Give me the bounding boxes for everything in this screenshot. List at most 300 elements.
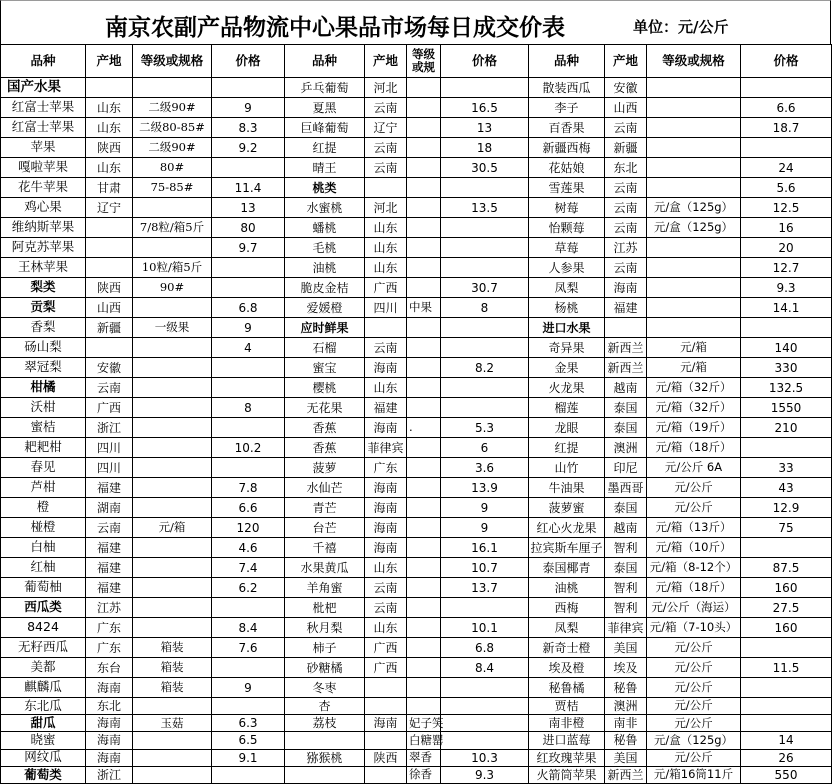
price-cell	[212, 358, 285, 378]
origin-cell: 澳洲	[605, 698, 647, 715]
table-row	[1, 715, 832, 732]
variety-cell: 砂糖橘	[285, 658, 365, 678]
price-cell: 9.3	[741, 278, 832, 298]
origin-cell	[86, 218, 133, 238]
grade-cell: 二级90#	[133, 138, 212, 158]
price-cell: 9.7	[212, 238, 285, 258]
variety-cell: 春见	[1, 458, 86, 478]
grade-cell: 元/公斤	[647, 498, 741, 518]
variety-cell: 西梅	[529, 598, 605, 618]
variety-cell: 白柚	[1, 538, 86, 558]
variety-cell: 沃柑	[1, 398, 86, 418]
price-cell: 1550	[741, 398, 832, 418]
origin-cell	[86, 238, 133, 258]
price-cell	[441, 678, 529, 698]
origin-cell: 辽宁	[86, 198, 133, 218]
variety-cell: 红富士苹果	[1, 98, 86, 118]
origin-cell: 海南	[365, 358, 407, 378]
price-cell	[441, 732, 529, 749]
grade-cell	[407, 218, 441, 238]
price-cell: 6.6	[741, 98, 832, 118]
grade-cell	[407, 558, 441, 578]
variety-cell: 乒乓葡萄	[285, 78, 365, 98]
variety-cell: 香蕉	[285, 418, 365, 438]
origin-cell: 福建	[365, 398, 407, 418]
price-cell: 4	[212, 338, 285, 358]
table-row	[1, 358, 832, 378]
variety-cell: 维纳斯苹果	[1, 218, 86, 238]
variety-cell: 脆皮金桔	[285, 278, 365, 298]
origin-cell: 福建	[605, 298, 647, 318]
grade-cell	[407, 318, 441, 338]
grade-cell: 元/公斤	[647, 715, 741, 732]
origin-cell: 海南	[365, 418, 407, 438]
grade-cell	[407, 258, 441, 278]
header-origin: 产地	[365, 45, 407, 78]
price-cell: 30.5	[441, 158, 529, 178]
grade-cell	[647, 258, 741, 278]
price-cell	[212, 78, 285, 98]
variety-cell: 嘎啦苹果	[1, 158, 86, 178]
variety-cell: 火箭筒苹果	[529, 766, 605, 783]
category-label: 葡萄类	[1, 766, 86, 783]
variety-cell: 蜜桔	[1, 418, 86, 438]
origin-cell	[86, 78, 133, 98]
price-cell	[212, 598, 285, 618]
origin-cell: 山东	[365, 558, 407, 578]
origin-cell: 云南	[605, 118, 647, 138]
grade-cell	[407, 378, 441, 398]
price-cell: 10.3	[441, 749, 529, 766]
price-cell: 4.6	[212, 538, 285, 558]
origin-cell: 云南	[605, 258, 647, 278]
title-bar	[0, 0, 831, 44]
origin-cell: 陕西	[86, 278, 133, 298]
variety-cell: 香蕉	[285, 438, 365, 458]
table-row	[1, 749, 832, 766]
origin-cell: 越南	[605, 518, 647, 538]
header-origin: 产地	[605, 45, 647, 78]
table-row	[1, 78, 832, 98]
origin-cell: 河北	[365, 78, 407, 98]
price-cell: 16.1	[441, 538, 529, 558]
price-cell: 8.2	[441, 358, 529, 378]
origin-cell: 山东	[365, 238, 407, 258]
grade-cell	[647, 158, 741, 178]
price-cell	[441, 258, 529, 278]
grade-cell	[407, 278, 441, 298]
table-row	[1, 678, 832, 698]
origin-cell: 山东	[86, 118, 133, 138]
origin-cell: 海南	[86, 715, 133, 732]
grade-cell	[133, 378, 212, 398]
category-label: 国产水果	[1, 78, 86, 98]
variety-cell: 芦柑	[1, 478, 86, 498]
grade-cell: 元/盒（125g）	[647, 732, 741, 749]
grade-cell	[407, 698, 441, 715]
origin-cell: 新西兰	[605, 338, 647, 358]
variety-cell: 牛油果	[529, 478, 605, 498]
grade-cell: 元/箱（18斤）	[647, 438, 741, 458]
origin-cell: 四川	[86, 458, 133, 478]
header-price: 价格	[212, 45, 285, 78]
variety-cell: 爱媛橙	[285, 298, 365, 318]
price-cell: 140	[741, 338, 832, 358]
origin-cell: 广东	[86, 618, 133, 638]
price-cell: 13.9	[441, 478, 529, 498]
grade-cell: 元/箱（10斤）	[647, 538, 741, 558]
origin-cell: 东北	[605, 158, 647, 178]
grade-cell	[133, 298, 212, 318]
price-cell: 120	[212, 518, 285, 538]
grade-cell	[407, 338, 441, 358]
variety-cell: 晴王	[285, 158, 365, 178]
grade-cell: 元/公斤	[647, 698, 741, 715]
origin-cell: 海南	[365, 538, 407, 558]
table-row	[1, 238, 832, 258]
origin-cell: 云南	[605, 198, 647, 218]
origin-cell	[365, 698, 407, 715]
origin-cell: 泰国	[605, 418, 647, 438]
grade-cell: 80#	[133, 158, 212, 178]
variety-cell: 美都	[1, 658, 86, 678]
origin-cell: 新西兰	[605, 766, 647, 783]
variety-cell: 椪橙	[1, 518, 86, 538]
price-cell: 10.2	[212, 438, 285, 458]
origin-cell: 浙江	[86, 418, 133, 438]
grade-cell	[407, 578, 441, 598]
unit-label: 单位：元/公斤	[633, 18, 729, 36]
grade-cell: 元/公斤	[647, 638, 741, 658]
grade-cell	[133, 538, 212, 558]
grade-cell: 翠香	[407, 749, 441, 766]
table-row	[1, 298, 832, 318]
variety-cell: 埃及橙	[529, 658, 605, 678]
table-row	[1, 178, 832, 198]
variety-cell: 杏	[285, 698, 365, 715]
price-cell	[212, 458, 285, 478]
table-row	[1, 118, 832, 138]
price-cell: 20	[741, 238, 832, 258]
category-label: 柑橘	[1, 378, 86, 398]
grade-cell: 元/公斤	[647, 478, 741, 498]
price-cell	[441, 218, 529, 238]
origin-cell: 澳洲	[605, 438, 647, 458]
price-cell: 14	[741, 732, 832, 749]
variety-cell: 猕猴桃	[285, 749, 365, 766]
price-cell	[741, 78, 832, 98]
price-cell: 8.4	[212, 618, 285, 638]
table-row	[1, 518, 832, 538]
table-body	[1, 78, 832, 784]
price-cell: 9.2	[212, 138, 285, 158]
origin-cell: 福建	[86, 578, 133, 598]
grade-cell: 中果	[407, 298, 441, 318]
origin-cell	[365, 766, 407, 783]
origin-cell: 新疆	[86, 318, 133, 338]
header-price: 价格	[441, 45, 529, 78]
table-row	[1, 618, 832, 638]
header-variety: 品种	[285, 45, 365, 78]
variety-cell: 草莓	[529, 238, 605, 258]
variety-cell: 夏黑	[285, 98, 365, 118]
grade-cell: 妃子笑	[407, 715, 441, 732]
price-cell: 9	[441, 518, 529, 538]
grade-cell: 元/箱	[133, 518, 212, 538]
price-cell	[441, 238, 529, 258]
grade-cell	[407, 198, 441, 218]
grade-cell	[133, 458, 212, 478]
variety-cell: 蜜宝	[285, 358, 365, 378]
origin-cell: 福建	[86, 558, 133, 578]
grade-cell	[407, 678, 441, 698]
variety-cell: 巨峰葡萄	[285, 118, 365, 138]
grade-cell: 徐香	[407, 766, 441, 783]
price-cell: 3.6	[441, 458, 529, 478]
origin-cell	[365, 318, 407, 338]
table-row	[1, 538, 832, 558]
variety-cell: 麒麟瓜	[1, 678, 86, 698]
variety-cell: 苹果	[1, 138, 86, 158]
grade-cell: .	[407, 418, 441, 438]
origin-cell: 云南	[365, 338, 407, 358]
grade-cell: 元/箱（18斤）	[647, 578, 741, 598]
origin-cell: 广西	[365, 278, 407, 298]
variety-cell: 秋月梨	[285, 618, 365, 638]
variety-cell: 翠冠梨	[1, 358, 86, 378]
origin-cell: 广东	[365, 458, 407, 478]
variety-cell: 蟠桃	[285, 218, 365, 238]
table-row	[1, 318, 832, 338]
category-label: 西瓜类	[1, 598, 86, 618]
price-cell: 30.7	[441, 278, 529, 298]
grade-cell: 元/盒（125g）	[647, 218, 741, 238]
grade-cell	[133, 578, 212, 598]
origin-cell: 山东	[365, 378, 407, 398]
variety-cell: 红提	[529, 438, 605, 458]
origin-cell	[365, 678, 407, 698]
variety-cell: 水仙芒	[285, 478, 365, 498]
variety-cell: 怡颗莓	[529, 218, 605, 238]
price-cell	[741, 638, 832, 658]
grade-cell: 元/箱（7-10头）	[647, 618, 741, 638]
grade-cell: 二级90#	[133, 98, 212, 118]
grade-cell	[133, 238, 212, 258]
origin-cell: 陕西	[365, 749, 407, 766]
price-table	[0, 44, 832, 784]
grade-cell	[133, 358, 212, 378]
variety-cell: 鸡心果	[1, 198, 86, 218]
grade-cell	[407, 498, 441, 518]
grade-cell	[647, 178, 741, 198]
grade-cell: 元/公斤	[647, 678, 741, 698]
table-row	[1, 698, 832, 715]
grade-cell	[407, 658, 441, 678]
grade-cell: 元/箱（19斤）	[647, 418, 741, 438]
price-cell: 8.3	[212, 118, 285, 138]
price-cell: 6.3	[212, 715, 285, 732]
variety-cell: 台芒	[285, 518, 365, 538]
variety-cell: 南非橙	[529, 715, 605, 732]
grade-cell: 75-85#	[133, 178, 212, 198]
table-row	[1, 158, 832, 178]
price-cell: 16	[741, 218, 832, 238]
price-cell	[441, 698, 529, 715]
grade-cell	[407, 398, 441, 418]
grade-cell	[133, 198, 212, 218]
variety-cell: 油桃	[529, 578, 605, 598]
table-row	[1, 138, 832, 158]
category-label: 梨类	[1, 278, 86, 298]
grade-cell	[133, 618, 212, 638]
table-row	[1, 378, 832, 398]
grade-cell	[407, 78, 441, 98]
price-cell: 10.7	[441, 558, 529, 578]
grade-cell	[407, 138, 441, 158]
origin-cell: 泰国	[605, 558, 647, 578]
variety-cell: 进口蓝莓	[529, 732, 605, 749]
price-cell: 13.5	[441, 198, 529, 218]
origin-cell: 越南	[605, 378, 647, 398]
price-cell	[441, 598, 529, 618]
grade-cell: 7/8粒/箱5斤	[133, 218, 212, 238]
header-price: 价格	[741, 45, 832, 78]
variety-cell: 散装西瓜	[529, 78, 605, 98]
variety-cell: 红提	[285, 138, 365, 158]
origin-cell: 智利	[605, 598, 647, 618]
grade-cell: 元/箱（13斤）	[647, 518, 741, 538]
grade-cell: 箱装	[133, 678, 212, 698]
price-cell	[441, 78, 529, 98]
price-cell: 9	[212, 678, 285, 698]
origin-cell: 海南	[365, 715, 407, 732]
price-cell: 6.8	[441, 638, 529, 658]
grade-cell: 元/箱（8-12个）	[647, 558, 741, 578]
variety-cell: 石榴	[285, 338, 365, 358]
price-cell: 160	[741, 618, 832, 638]
price-cell: 13	[441, 118, 529, 138]
price-cell	[741, 698, 832, 715]
grade-cell	[133, 749, 212, 766]
origin-cell: 海南	[86, 749, 133, 766]
price-cell: 27.5	[741, 598, 832, 618]
price-cell: 6.2	[212, 578, 285, 598]
category-label: 甜瓜	[1, 715, 86, 732]
variety-cell: 无籽西瓜	[1, 638, 86, 658]
price-cell: 210	[741, 418, 832, 438]
category-label: 贡梨	[1, 298, 86, 318]
origin-cell: 福建	[86, 478, 133, 498]
grade-cell	[647, 138, 741, 158]
origin-cell: 安徽	[605, 78, 647, 98]
table-row	[1, 198, 832, 218]
origin-cell: 海南	[365, 498, 407, 518]
origin-cell: 山东	[365, 258, 407, 278]
grade-cell	[647, 98, 741, 118]
variety-cell: 花姑娘	[529, 158, 605, 178]
origin-cell: 云南	[365, 158, 407, 178]
variety-cell: 阿克苏苹果	[1, 238, 86, 258]
grade-cell	[133, 418, 212, 438]
variety-cell: 榴莲	[529, 398, 605, 418]
grade-cell	[133, 478, 212, 498]
category-label: 桃类	[285, 178, 365, 198]
price-cell: 75	[741, 518, 832, 538]
grade-cell: 元/公斤（海运）	[647, 598, 741, 618]
origin-cell: 云南	[365, 98, 407, 118]
category-label: 进口水果	[529, 318, 605, 338]
origin-cell: 美国	[605, 749, 647, 766]
variety-cell: 红柚	[1, 558, 86, 578]
origin-cell: 浙江	[86, 766, 133, 783]
price-cell: 14.1	[741, 298, 832, 318]
origin-cell	[86, 338, 133, 358]
price-cell	[441, 378, 529, 398]
origin-cell: 江苏	[86, 598, 133, 618]
variety-cell: 羊角蜜	[285, 578, 365, 598]
price-cell	[741, 438, 832, 458]
grade-cell: 元/盒（125g）	[647, 198, 741, 218]
price-cell: 43	[741, 478, 832, 498]
grade-cell	[647, 318, 741, 338]
table-row	[1, 498, 832, 518]
price-cell: 9	[212, 98, 285, 118]
variety-cell: 红心火龙果	[529, 518, 605, 538]
grade-cell: 元/公斤 6A	[647, 458, 741, 478]
price-cell: 9.1	[212, 749, 285, 766]
grade-cell	[133, 558, 212, 578]
grade-cell	[407, 638, 441, 658]
price-cell: 13	[212, 198, 285, 218]
grade-cell	[133, 438, 212, 458]
variety-cell: 百香果	[529, 118, 605, 138]
table-row	[1, 98, 832, 118]
variety-cell: 毛桃	[285, 238, 365, 258]
origin-cell: 海南	[365, 518, 407, 538]
origin-cell: 四川	[86, 438, 133, 458]
price-cell: 26	[741, 749, 832, 766]
origin-cell: 河北	[365, 198, 407, 218]
price-cell: 80	[212, 218, 285, 238]
origin-cell: 智利	[605, 538, 647, 558]
price-cell: 9.3	[441, 766, 529, 783]
grade-cell	[133, 338, 212, 358]
variety-cell: 橙	[1, 498, 86, 518]
variety-cell: 李子	[529, 98, 605, 118]
variety-cell: 耙耙柑	[1, 438, 86, 458]
origin-cell: 菲律宾	[605, 618, 647, 638]
grade-cell	[133, 498, 212, 518]
price-cell: 160	[741, 578, 832, 598]
price-cell: 11.4	[212, 178, 285, 198]
variety-cell: 荔枝	[285, 715, 365, 732]
grade-cell: 箱装	[133, 638, 212, 658]
grade-cell: 一级果	[133, 318, 212, 338]
price-cell	[212, 698, 285, 715]
variety-cell: 泰国椰青	[529, 558, 605, 578]
table-row	[1, 338, 832, 358]
variety-cell: 秘鲁橘	[529, 678, 605, 698]
origin-cell: 云南	[365, 598, 407, 618]
table-row	[1, 258, 832, 278]
variety-cell: 金果	[529, 358, 605, 378]
variety-cell: 奇异果	[529, 338, 605, 358]
table-row	[1, 658, 832, 678]
origin-cell: 辽宁	[365, 118, 407, 138]
grade-cell	[407, 458, 441, 478]
table-row	[1, 438, 832, 458]
grade-cell	[647, 298, 741, 318]
